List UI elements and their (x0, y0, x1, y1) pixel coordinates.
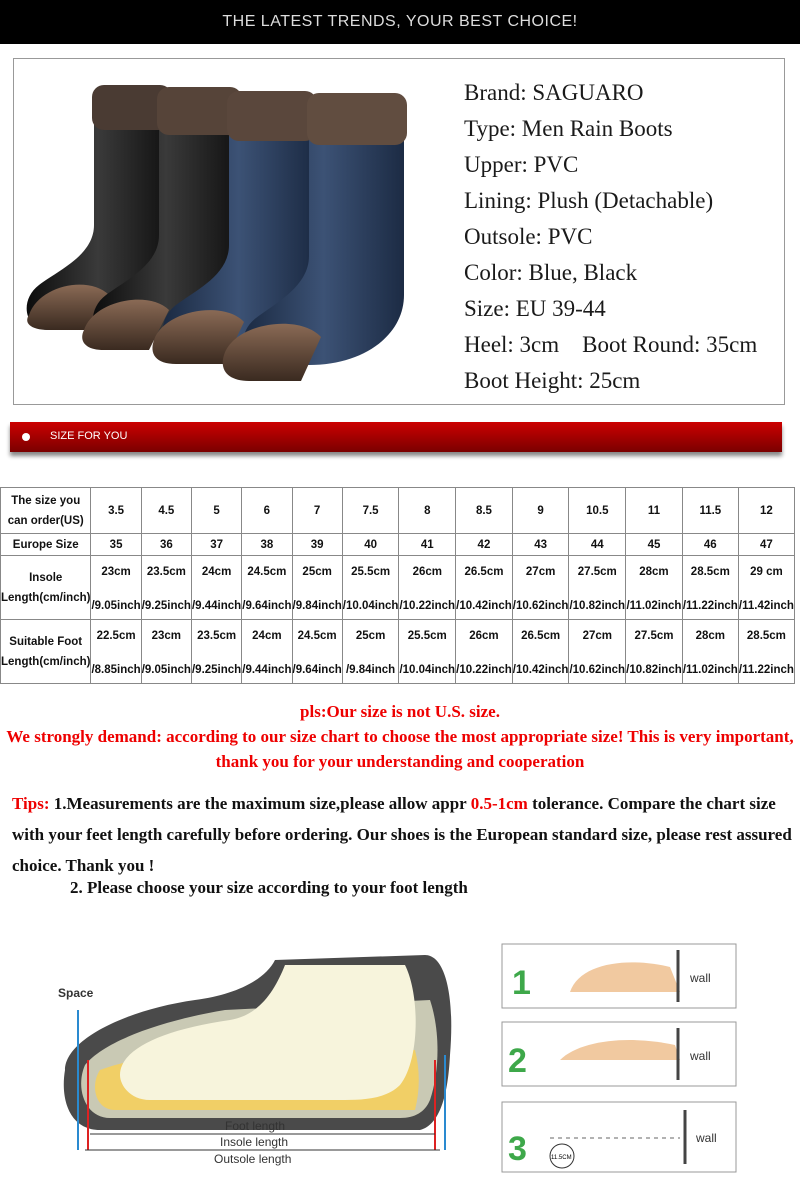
table-cell (342, 620, 399, 684)
table-cell: 8.5 (456, 488, 513, 534)
cell-cm: 27cm (525, 565, 556, 578)
cell-cm: 26.5cm (464, 565, 504, 578)
table-cell: 47 (738, 534, 794, 556)
table-cell: 11 (626, 488, 683, 534)
size-section-ribbon (10, 422, 782, 452)
spec-height: Boot Height: 25cm (464, 368, 641, 393)
tips-label: Tips: (12, 794, 50, 813)
table-cell (292, 556, 342, 620)
cell-inch: /10.22inch (456, 663, 512, 676)
cell-cm: 23.5cm (146, 565, 186, 578)
table-cell (191, 620, 241, 684)
cell-cm: 23.5cm (197, 629, 237, 642)
cell-inch: /9.25inch (191, 663, 242, 676)
cell-inch: /9.05inch (91, 599, 141, 612)
table-cell (292, 620, 342, 684)
table-cell (569, 556, 626, 620)
cell-inch: /10.04inch (399, 663, 456, 676)
us-header: The size you can order(US) (1, 488, 91, 534)
cell-cm: 27.5cm (634, 629, 674, 642)
cell-inch: /9.44inch (191, 599, 242, 612)
measure-steps-illustration (500, 942, 738, 1174)
cell-inch: /10.42inch (512, 663, 569, 676)
notice-strong-demand: We strongly demand: according to our size chart to choose the most appropriate size! This is very important, thank you for your understanding and cooperation (6, 727, 794, 771)
cell-inch: /10.42inch (456, 599, 512, 612)
cell-inch: /9.64inch (292, 663, 342, 676)
spec-lining: Lining: Plush (Detachable) (464, 188, 714, 213)
diagram-space-label: Space (58, 986, 94, 1000)
cell-inch: /9.44inch (242, 663, 292, 676)
spec-size: Size: EU 39-44 (464, 296, 606, 321)
table-cell: 39 (292, 534, 342, 556)
spec-list (464, 75, 784, 399)
table-cell (399, 556, 456, 620)
cell-inch: /10.62inch (569, 663, 626, 676)
cell-inch: /10.22inch (399, 599, 456, 612)
cell-cm: 23cm (101, 565, 131, 578)
table-cell: 41 (399, 534, 456, 556)
cell-cm: 28cm (639, 565, 669, 578)
table-cell (569, 620, 626, 684)
step-number: 3 (508, 1130, 527, 1168)
spec-color: Color: Blue, Black (464, 260, 638, 285)
boots-product-image (24, 75, 434, 385)
table-cell: 44 (569, 534, 626, 556)
cell-cm: 28.5cm (746, 629, 786, 642)
table-cell (512, 556, 569, 620)
table-row-us (1, 488, 795, 534)
table-cell: 43 (512, 534, 569, 556)
cell-cm: 24.5cm (247, 565, 287, 578)
section-title: SIZE FOR YOU (50, 430, 128, 442)
outsole-length-label: Outsole length (214, 1152, 292, 1166)
spec-brand: Brand: SAGUARO (464, 80, 644, 105)
cell-cm: 24cm (252, 629, 282, 642)
wall-label: wall (690, 971, 711, 985)
table-cell (626, 620, 683, 684)
table-cell (456, 556, 513, 620)
cell-inch: /8.85inch (91, 663, 141, 676)
cell-cm: 28.5cm (690, 565, 730, 578)
table-cell: 7 (292, 488, 342, 534)
spec-upper: Upper: PVC (464, 152, 579, 177)
table-cell (242, 620, 292, 684)
cell-cm: 22.5cm (96, 629, 136, 642)
cell-inch: /11.22inch (682, 599, 738, 612)
cell-inch: /10.04inch (342, 599, 399, 612)
tolerance-value: 0.5-1cm (470, 794, 528, 813)
table-cell: 3.5 (91, 488, 141, 534)
table-cell: 36 (141, 534, 191, 556)
cell-inch: /10.62inch (512, 599, 569, 612)
table-cell: 11.5 (682, 488, 738, 534)
shoe-measurement-diagram (40, 950, 460, 1175)
table-cell: 46 (682, 534, 738, 556)
table-cell (456, 620, 513, 684)
notice-not-us-size: pls:Our size is not U.S. size. (300, 702, 500, 721)
spec-heel: Heel: 3cm Boot Round: 35cm (464, 332, 758, 357)
table-cell (738, 556, 794, 620)
table-cell: 5 (191, 488, 241, 534)
tips-point-2: 2. Please choose your size according to your foot length (70, 878, 468, 897)
ribbon-dot-icon (22, 433, 30, 441)
top-banner (0, 0, 800, 44)
wall-label: wall (690, 1049, 711, 1063)
cell-cm: 29 cm (750, 565, 783, 578)
wall-label: wall (696, 1131, 717, 1145)
cell-inch: /9.84inch (292, 599, 342, 612)
tips-text-2: tolerance. Compare the chart size with your feet length carefully before ordering. Our shoes is the European standard size, please rest assured choice. Thank you ! (12, 794, 792, 875)
cell-inch: /11.02inch (626, 599, 682, 612)
cell-cm: 23cm (151, 629, 182, 642)
table-cell (399, 620, 456, 684)
cell-cm: 25cm (302, 565, 332, 578)
table-cell: 42 (456, 534, 513, 556)
table-row-foot (1, 620, 795, 684)
table-cell: 35 (91, 534, 141, 556)
table-cell (242, 556, 292, 620)
table-cell: 45 (626, 534, 683, 556)
cell-inch: /9.05inch (141, 663, 191, 676)
table-cell (512, 620, 569, 684)
table-cell (141, 620, 191, 684)
cell-inch: /9.64inch (242, 599, 292, 612)
size-chart-table (0, 487, 795, 684)
table-cell: 38 (242, 534, 292, 556)
table-cell: 40 (342, 534, 399, 556)
tips-text-1: 1.Measurements are the maximum size,please allow appr (49, 794, 471, 813)
product-info-panel (13, 58, 785, 405)
cell-cm: 26cm (469, 629, 499, 642)
cell-inch: /11.42inch (738, 599, 794, 612)
cell-cm: 24.5cm (297, 629, 337, 642)
table-cell: 7.5 (342, 488, 399, 534)
table-cell: 9 (512, 488, 569, 534)
table-cell (91, 620, 141, 684)
cell-cm: 27.5cm (577, 565, 617, 578)
cell-inch: /9.84inch (345, 663, 396, 676)
cell-inch: /9.25inch (141, 599, 191, 612)
spec-type: Type: Men Rain Boots (464, 116, 673, 141)
table-cell (682, 556, 738, 620)
cell-cm: 27cm (582, 629, 612, 642)
cell-inch: /10.82inch (569, 599, 626, 612)
table-row-eu (1, 534, 795, 556)
table-row-insole (1, 556, 795, 620)
table-cell (626, 556, 683, 620)
table-cell: 37 (191, 534, 241, 556)
table-cell (141, 556, 191, 620)
cell-cm: 25.5cm (407, 629, 447, 642)
table-cell: 6 (242, 488, 292, 534)
ruler-mark: 11.5CM (551, 1155, 572, 1161)
size-notice (0, 700, 800, 774)
cell-cm: 24cm (201, 565, 232, 578)
cell-cm: 26.5cm (521, 629, 561, 642)
cell-cm: 25cm (355, 629, 386, 642)
table-cell: 8 (399, 488, 456, 534)
spec-outsole: Outsole: PVC (464, 224, 593, 249)
cell-cm: 26cm (412, 565, 442, 578)
step-number: 2 (508, 1042, 527, 1080)
insole-header: Insole Length(cm/inch) (1, 556, 91, 620)
table-cell (191, 556, 241, 620)
table-cell (682, 620, 738, 684)
cell-inch: /11.02inch (682, 663, 738, 676)
table-cell (91, 556, 141, 620)
cell-inch: /11.22inch (738, 663, 794, 676)
foot-header: Suitable Foot Length(cm/inch) (1, 620, 91, 684)
table-cell: 10.5 (569, 488, 626, 534)
cell-inch: /10.82inch (626, 663, 682, 676)
step-number: 1 (512, 964, 531, 1002)
tips-paragraph (12, 788, 792, 881)
foot-length-label: Foot length (225, 1119, 286, 1133)
eu-header: Europe Size (1, 534, 91, 556)
cell-cm: 28cm (695, 629, 726, 642)
table-cell: 12 (738, 488, 794, 534)
table-cell (738, 620, 794, 684)
insole-length-label: Insole length (220, 1135, 289, 1149)
banner-text: THE LATEST TRENDS, YOUR BEST CHOICE! (222, 13, 578, 30)
table-cell (342, 556, 399, 620)
cell-cm: 25.5cm (351, 565, 391, 578)
table-cell: 4.5 (141, 488, 191, 534)
